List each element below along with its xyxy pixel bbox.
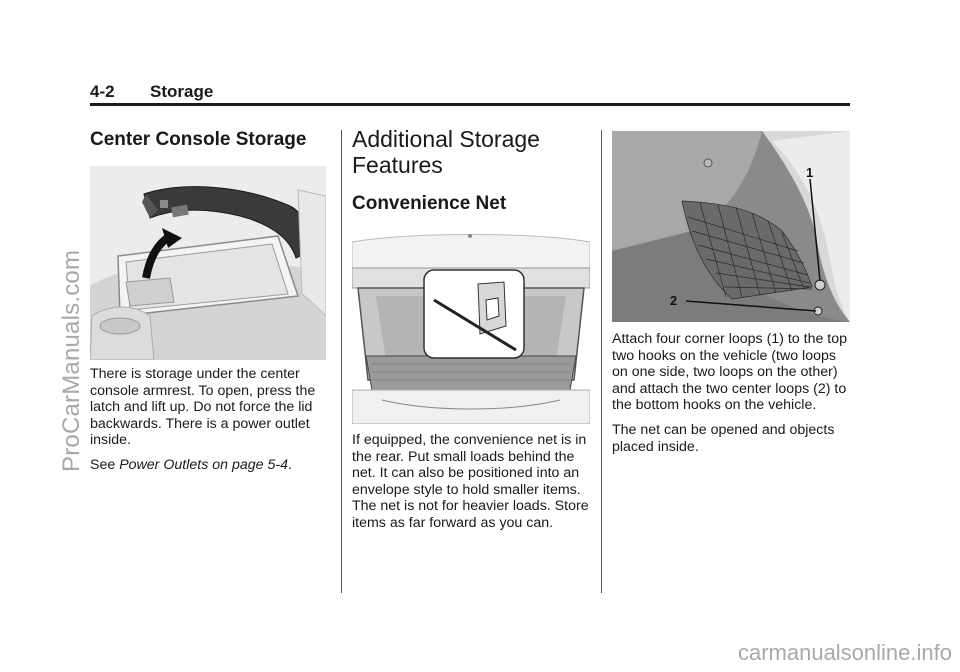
section-title: Storage xyxy=(150,82,214,101)
header-rule xyxy=(90,103,850,106)
column-divider-1 xyxy=(341,130,342,593)
column-center-console xyxy=(90,126,330,152)
watermark-left: ProCarManuals.com xyxy=(58,249,85,472)
convenience-net-illustration xyxy=(352,230,590,424)
net-attachment-text xyxy=(612,331,852,455)
center-console-body: There is storage under the center console armrest. To open, press the latch and lift up. Do not force the lid backwards. There is a power outlet inside. xyxy=(90,366,316,449)
column-divider-2 xyxy=(601,130,602,593)
page-number: 4-2 xyxy=(90,82,115,101)
additional-storage-title: Additional Storage Features xyxy=(352,126,540,178)
watermark-bottom: carmanualsonline.info xyxy=(737,640,952,665)
convenience-net-body: If equipped, the convenience net is in the rear. Put small loads behind the net. It can also be positioned into an envelope style to hold smaller items. The net is not for heavier loads. Store items as far forward as you can. xyxy=(352,432,589,531)
net-attachment-photo xyxy=(612,131,850,322)
center-console-text xyxy=(90,366,330,474)
net-attachment-body: Attach four corner loops (1) to the top two hooks on the vehicle (two loops on one side, two loops on the other) and attach the two center loops (2) to the bottom hooks on the vehicle. xyxy=(612,331,848,414)
see-suffix: . xyxy=(287,456,292,473)
center-console-heading: Center Console Storage xyxy=(90,129,307,150)
net-opening-body: The net can be opened and objects placed inside. xyxy=(612,421,835,455)
callout-1: 1 xyxy=(806,165,814,180)
center-console-illustration xyxy=(90,166,326,360)
see-prefix: See xyxy=(90,456,120,473)
convenience-net-heading: Convenience Net xyxy=(352,193,507,214)
power-outlets-link[interactable]: Power Outlets on page 5-4 xyxy=(119,456,288,473)
callout-2: 2 xyxy=(670,293,678,308)
column-convenience-net xyxy=(352,126,592,216)
center-console-see xyxy=(90,457,330,474)
convenience-net-text xyxy=(352,432,592,532)
